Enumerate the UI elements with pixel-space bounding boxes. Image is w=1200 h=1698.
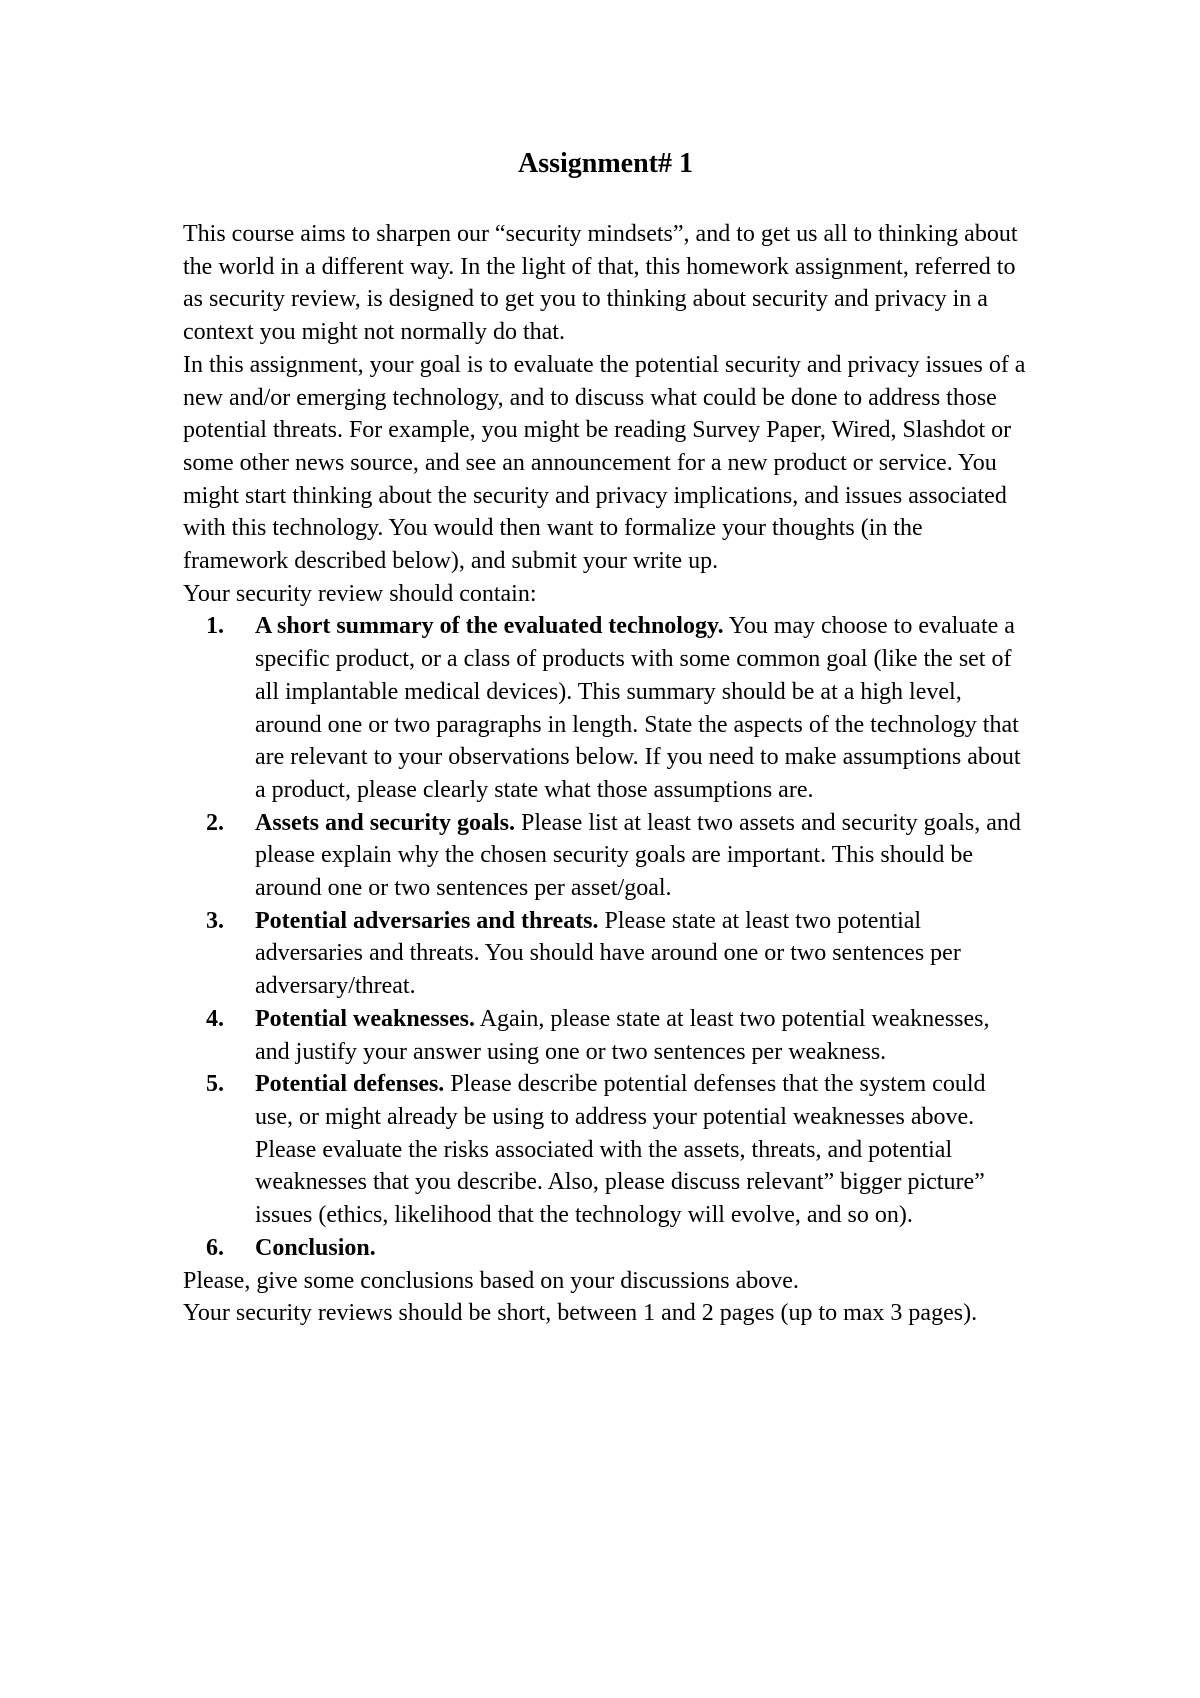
list-item — [183, 905, 1028, 1003]
list-item-text: Please list at least two assets and security goals, and please explain why the chosen security goals are important. This should be around one or two sentences per asset/goal. — [255, 809, 1021, 902]
review-contents-list — [183, 610, 1028, 1264]
closing-paragraph: Your security reviews should be short, between 1 and 2 pages (up to max 3 pages). — [183, 1300, 978, 1327]
list-item — [183, 1068, 1028, 1232]
document-content — [183, 146, 1028, 1330]
list-item-number: 3. — [206, 907, 224, 934]
list-item-number: 2. — [206, 809, 224, 836]
list-item-number: 4. — [206, 1005, 224, 1032]
list-item — [183, 1003, 1028, 1068]
list-item-number: 6. — [206, 1234, 224, 1261]
list-item-heading: Conclusion. — [255, 1234, 376, 1261]
list-item — [183, 807, 1028, 905]
closing-paragraph: Please, give some conclusions based on your discussions above. — [183, 1267, 799, 1294]
list-item-text: Please state at least two potential adversaries and threats. You should have around one or two sentences per adversary/threat. — [255, 907, 961, 1000]
list-item-heading: Assets and security goals. — [255, 809, 516, 836]
list-item-text: You may choose to evaluate a specific product, or a class of products with some common goal (like the set of all implantable medical devices). This summary should be at a high level, around one or two paragraphs in length. State the aspects of the technology that are relevant to your observations below. If you need to make assumptions about a product, please clearly state what those assumptions are. — [255, 613, 1021, 803]
list-item — [183, 1232, 1028, 1265]
list-item-number: 5. — [206, 1071, 224, 1098]
document-title: Assignment# 1 — [517, 148, 693, 179]
intro-paragraph: Your security review should contain: — [183, 580, 537, 607]
list-item-heading: Potential weaknesses. — [255, 1005, 475, 1032]
list-item-heading: Potential defenses. — [255, 1071, 445, 1098]
intro-paragraph: In this assignment, your goal is to evaluate the potential security and privacy issues of a new and/or emerging technology, and to discuss what could be done to address those potential threats. For example, you might be reading Survey Paper, Wired, Slashdot or some other news source, and see an announcement for a new product or service. You might start thinking about the security and privacy implications, and issues associated with this technology. You would then want to formalize your thoughts (in the framework described below), and submit your write up. — [183, 351, 1026, 575]
list-item-number: 1. — [206, 613, 224, 640]
list-item-text: Again, please state at least two potential weaknesses, and justify your answer using one or two sentences per weakness. — [255, 1005, 990, 1065]
list-item — [183, 610, 1028, 806]
intro-paragraph: This course aims to sharpen our “security mindsets”, and to get us all to thinking about the world in a different way. In the light of that, this homework assignment, referred to as security review, is designed to get you to thinking about security and privacy in a context you might not normally do that. — [183, 221, 1018, 346]
list-item-heading: Potential adversaries and threats. — [255, 907, 599, 934]
list-item-text: Please describe potential defenses that the system could use, or might already be using to address your potential weaknesses above. Please evaluate the risks associated with the assets, threats, and potential weaknesses that you describe. Also, please discuss relevant” bigger picture” issues (ethics, likelihood that the technology will evolve, and so on). — [255, 1071, 986, 1229]
list-item-heading: A short summary of the evaluated technology. — [255, 613, 724, 640]
